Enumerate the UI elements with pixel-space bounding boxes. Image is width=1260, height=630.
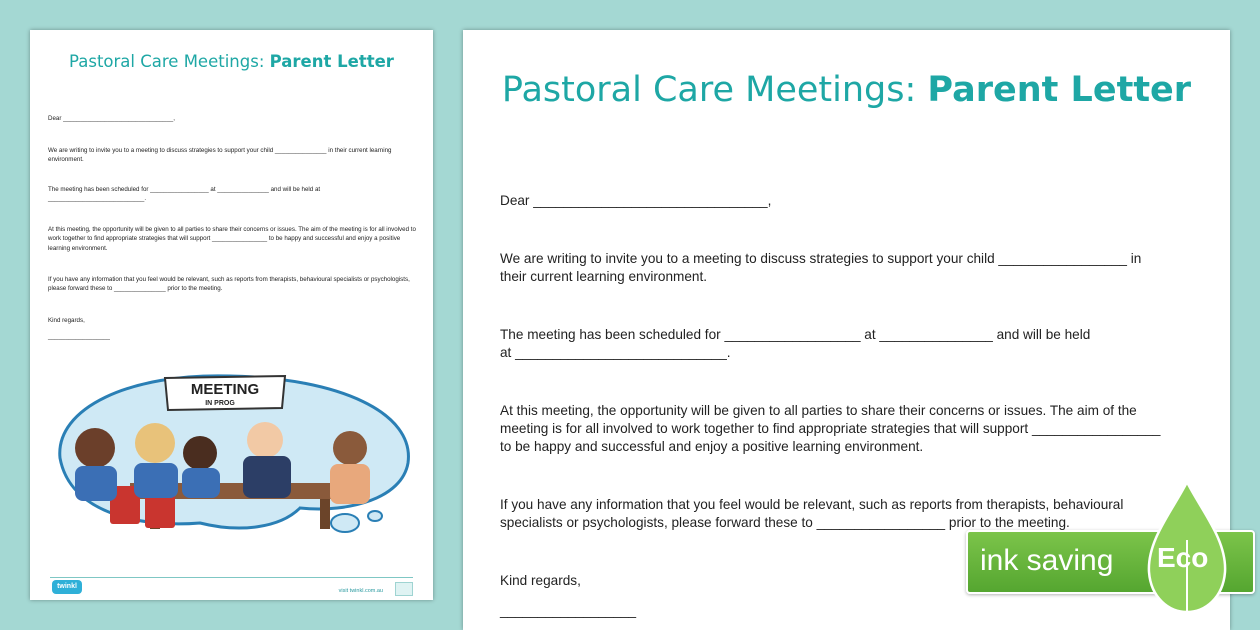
thumbnail-info-paragraph: If you have any information that you feel would be relevant, such as reports from therapists, behavioural specialists or psychologists, please forward these to _______________ prior to the meeting. bbox=[48, 276, 410, 293]
thumbnail-greeting: Dear ________________________________, bbox=[48, 115, 175, 122]
schedule-line-1: The meeting has been scheduled for __________________ at _______________ and will be held bbox=[500, 327, 1091, 342]
ink-saving-label: ink saving bbox=[980, 544, 1114, 577]
footer-url: visit twinkl.com.au bbox=[338, 588, 383, 594]
signature-line: __________________ bbox=[500, 603, 637, 618]
footer-badge bbox=[395, 582, 413, 596]
thumbnail-invite-paragraph: We are writing to invite you to a meeting to discuss strategies to support your child _______________ in their current learning environment. bbox=[48, 147, 392, 164]
invite-line-2: their current learning environment. bbox=[500, 269, 708, 284]
meeting-illustration bbox=[50, 368, 415, 538]
info-line-2: specialists or psychologists, please forward these to _________________ prior to the meeting. bbox=[500, 515, 1070, 530]
thumbnail-page[interactable] bbox=[30, 30, 433, 600]
thumbnail-aim-paragraph: At this meeting, the opportunity will be given to all parties to share their concerns or issues. The aim of the meeting is for all involved to work together to find appropriate strategies that will support ________________ to be happy and successful and enjoy a positive learning environment. bbox=[48, 226, 416, 252]
thumbnail-footer-rule bbox=[50, 577, 413, 578]
greeting: Dear _______________________________, bbox=[500, 193, 772, 208]
invite-line-1: We are writing to invite you to a meeting to discuss strategies to support your child _________________ in bbox=[500, 251, 1142, 266]
aim-line-3: to be happy and successful and enjoy a positive learning environment. bbox=[500, 439, 924, 454]
thumbnail-signoff: Kind regards, bbox=[48, 317, 85, 324]
eco-label: Eco bbox=[1157, 542, 1209, 573]
thumbnail-schedule-paragraph: The meeting has been scheduled for _________________ at _______________ and will be held at ____________________________. bbox=[48, 186, 321, 203]
twinkl-logo: twinkl bbox=[52, 580, 82, 594]
schedule-line-2: at ____________________________. bbox=[500, 345, 731, 360]
aim-line-1: At this meeting, the opportunity will be given to all parties to share their concerns or issues. The aim of the bbox=[500, 403, 1137, 418]
eco-leaf-icon bbox=[1143, 480, 1231, 620]
signoff: Kind regards, bbox=[500, 573, 581, 588]
info-line-1: If you have any information that you feel would be relevant, such as reports from therapists, behavioural bbox=[500, 497, 1124, 512]
page-title: Pastoral Care Meetings: Parent Letter bbox=[501, 70, 1192, 110]
aim-line-2: meeting is for all involved to work together to find appropriate strategies that will support _________________ bbox=[500, 421, 1161, 436]
thumbnail-signature-line: __________________ bbox=[48, 333, 110, 340]
sign-subtext: IN PROG bbox=[205, 400, 235, 407]
sign-text: MEETING bbox=[190, 381, 260, 398]
thumbnail-title: Pastoral Care Meetings: Parent Letter bbox=[69, 52, 394, 71]
